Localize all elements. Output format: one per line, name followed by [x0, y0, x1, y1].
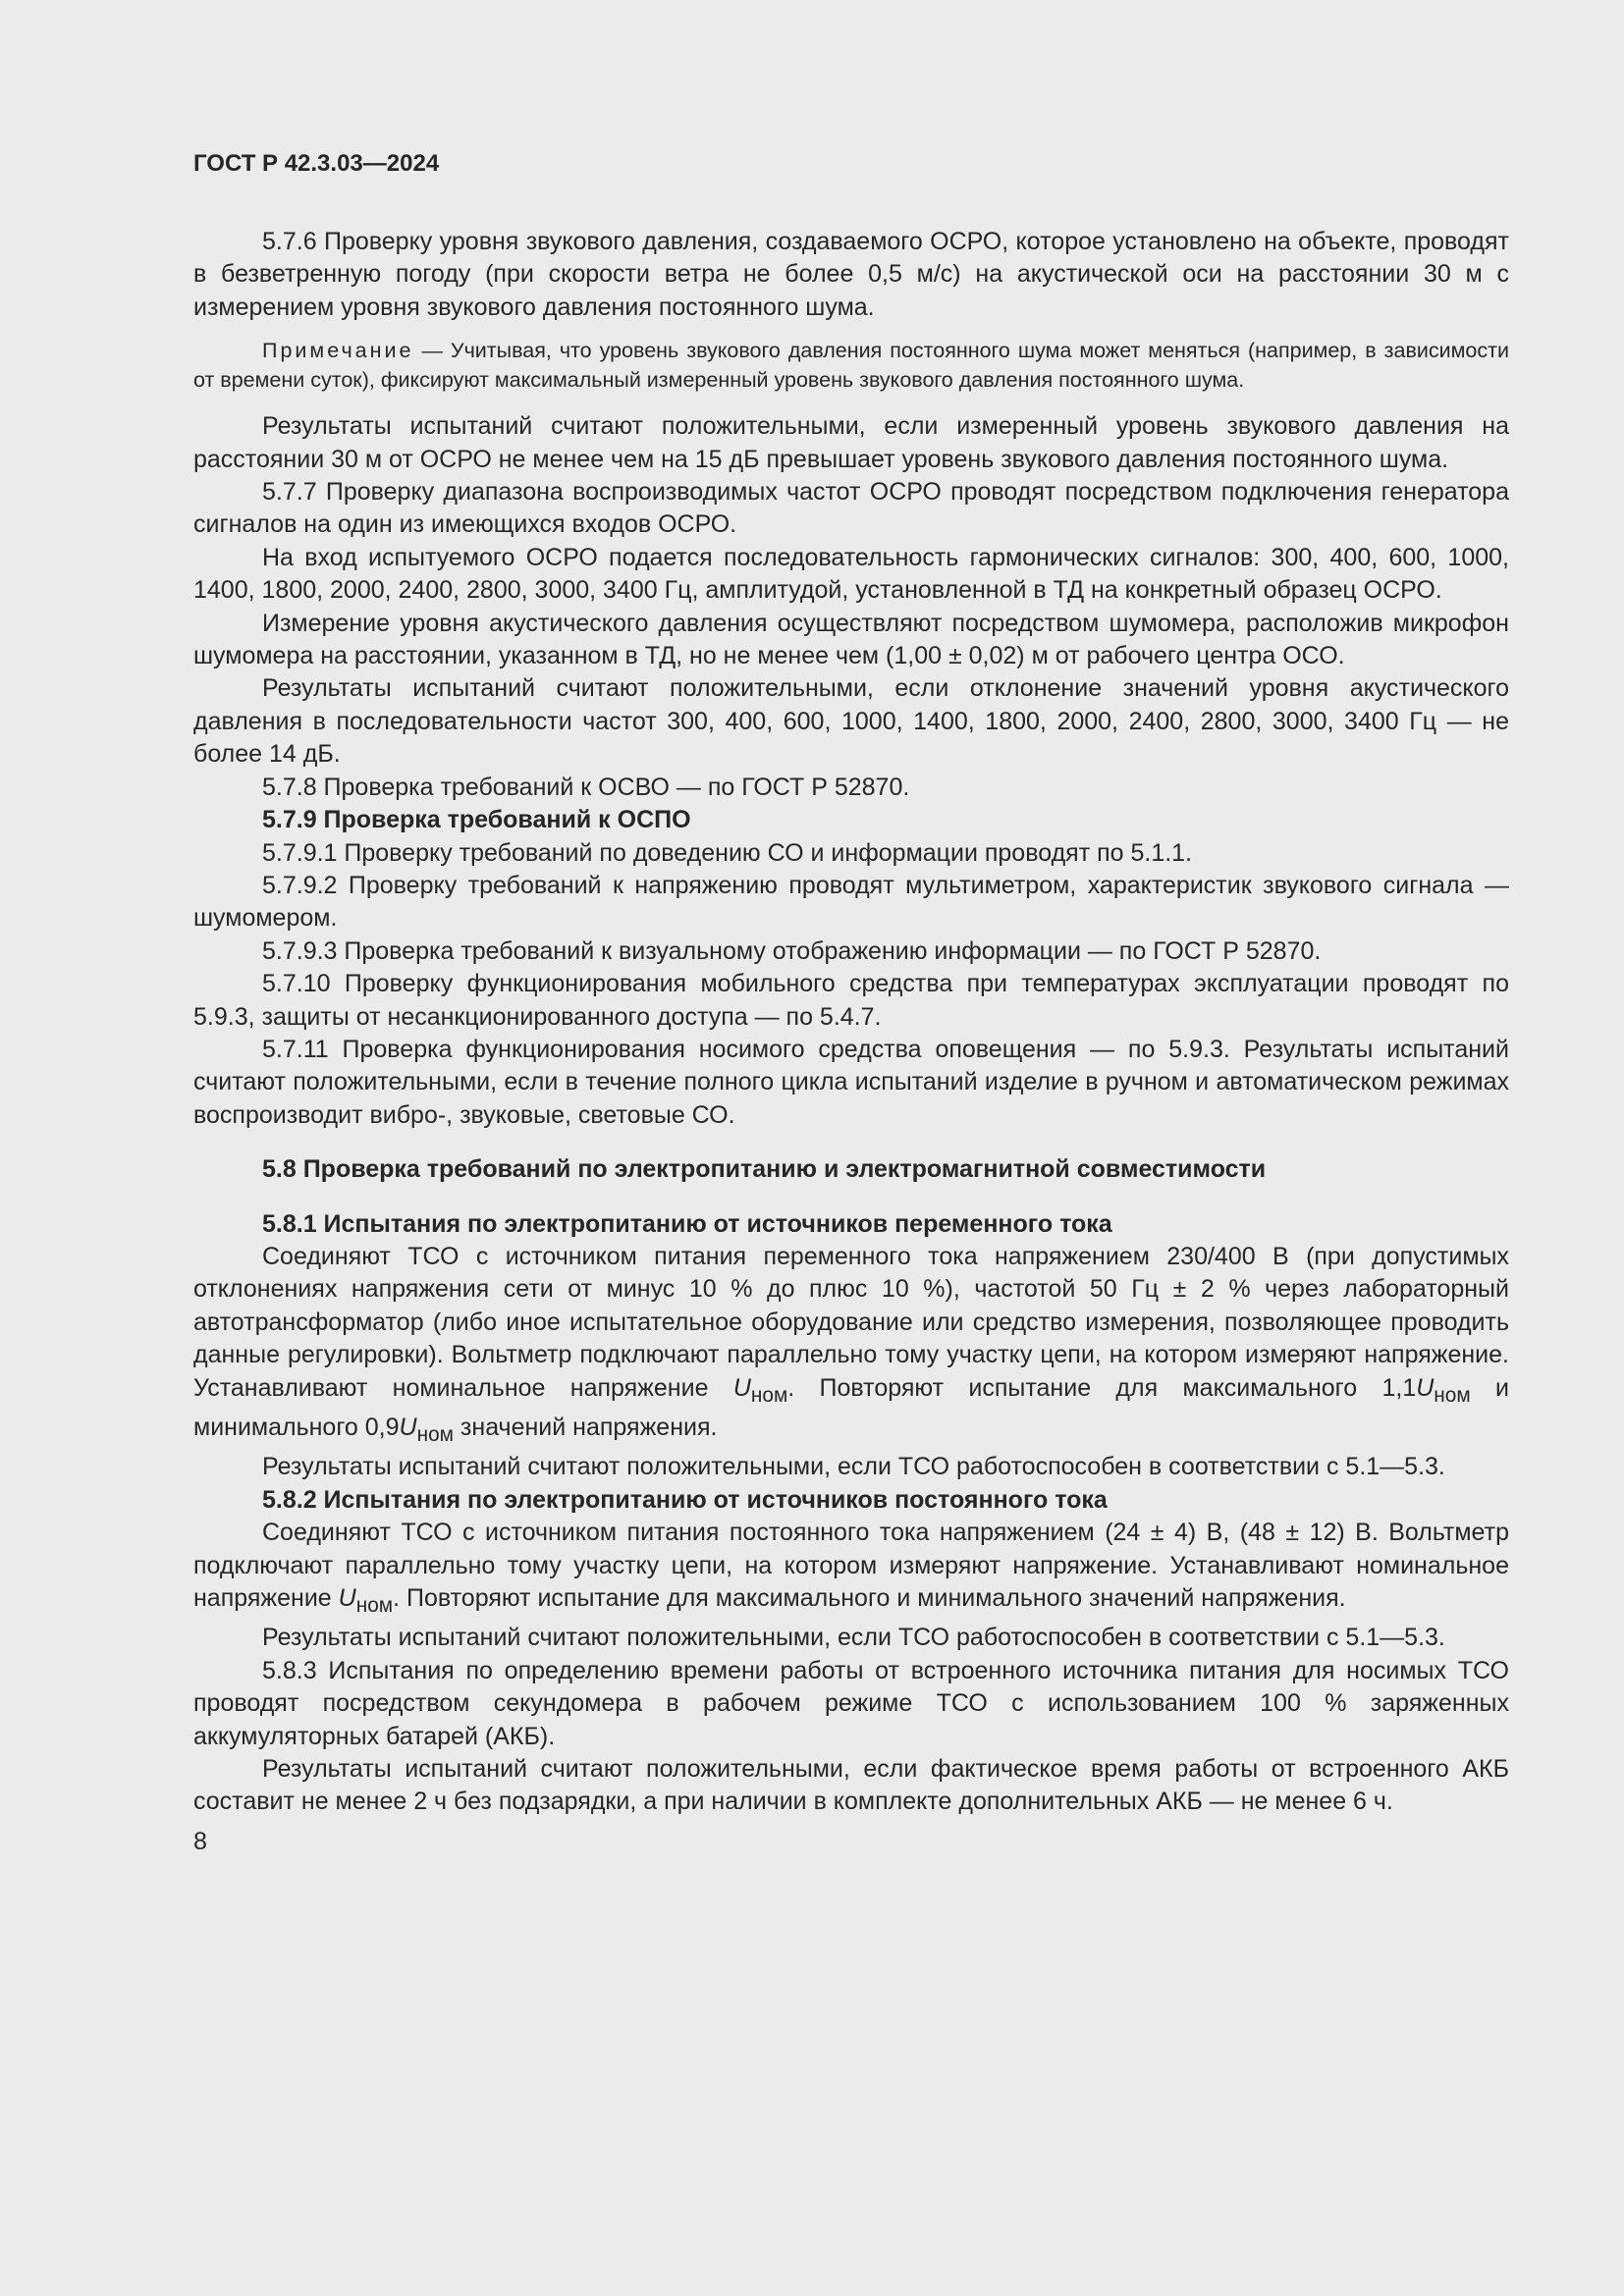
text-segment: Соединяют ТСО с источником питания постоянного тока напряжением (24 ± 4) В, (48 ± 12) В. Вольтметр подключают параллельно тому участку цепи, на котором измеряют напряжение. Устанавливают номинальное напряжение — [193, 1519, 1509, 1613]
paragraph-result-5-7-6: Результаты испытаний считают положительными, если измеренный уровень звукового давления на расстоянии 30 м от ОСРО не менее чем на 15 дБ превышает уровень звукового давления постоянного шума. — [193, 412, 1509, 473]
paragraph-5-8-1-procedure — [193, 1241, 1509, 1451]
text-segment: значений напряжения. — [453, 1414, 718, 1441]
note-label: Примечание — [262, 339, 414, 363]
heading-5-8-1: 5.8.1 Испытания по электропитанию от источников переменного тока — [262, 1209, 1112, 1238]
paragraph-frequency-sequence: На вход испытуемого ОСРО подается последовательность гармонических сигналов: 300, 400, 600, 1000, 1400, 1800, 2000, 2400, 2800, 3000, 3400 Гц, амплитудой, установленной в ТД на конкретный образец ОСРО. — [193, 543, 1509, 605]
note-paragraph — [193, 336, 1509, 395]
document-header: ГОСТ Р 42.3.03—2024 — [193, 150, 440, 177]
paragraph-5-8-3: 5.8.3 Испытания по определению времени работы от встроенного источника питания для носимых ТСО проводят посредством секундомера в рабочем режиме ТСО с использованием 100 % заряженных аккумуляторных батарей (АКБ). — [193, 1656, 1509, 1750]
paragraph-5-7-11: 5.7.11 Проверка функционирования носимого средства оповещения — по 5.9.3. Результаты испытаний считают положительными, если в течение полного цикла испытаний изделие в ручном и автоматическом режимах воспроизводит вибро-, звуковые, световые СО. — [193, 1035, 1509, 1129]
paragraph-acoustic-measurement: Измерение уровня акустического давления осуществляют посредством шумомера, расположив микрофон шумомера на расстоянии, указанном в ТД, но не менее чем (1,00 ± 0,02) м от рабочего центра ОСО. — [193, 609, 1509, 670]
paragraph-result-5-8-1: Результаты испытаний считают положительными, если ТСО работоспособен в соответствии с 5.1—5.3. — [262, 1453, 1445, 1481]
nominal-subscript: ном — [355, 1594, 394, 1618]
paragraph-5-7-9-1: 5.7.9.1 Проверку требований по доведению СО и информации проводят по 5.1.1. — [262, 838, 1193, 867]
voltage-symbol: U — [338, 1584, 356, 1613]
paragraph-5-7-6: 5.7.6 Проверку уровня звукового давления, создаваемого ОСРО, которое установлено на объекте, проводят в безветренную погоду (при скорости ветра не более 0,5 м/с) на акустической оси на расстоянии 30 м с измерением уровня звукового давления постоянного шума. — [193, 228, 1509, 321]
paragraph-result-5-8-2: Результаты испытаний считают положительными, если ТСО работоспособен в соответствии с 5.1—5.3. — [262, 1624, 1445, 1652]
voltage-symbol: U — [399, 1414, 417, 1441]
nominal-subscript: ном — [416, 1423, 454, 1446]
note-text: — Учитывая, что уровень звукового давления постоянного шума может меняться (например, в зависимости от времени суток), фиксируют максимальный измеренный уровень звукового давления постоянного шума. — [193, 339, 1509, 393]
heading-5-8: 5.8 Проверка требований по электропитанию и электромагнитной совместимости — [262, 1155, 1267, 1184]
text-segment: . Повторяют испытание для максимального и минимального значений напряжения. — [393, 1584, 1346, 1613]
document-page — [193, 147, 1509, 1858]
paragraph-result-5-7-7: Результаты испытаний считают положительными, если отклонение значений уровня акустического давления в последовательности частот 300, 400, 600, 1000, 1400, 1800, 2000, 2400, 2800, 3000, 3400 Гц — не более 14 дБ. — [193, 674, 1509, 769]
heading-5-8-2: 5.8.2 Испытания по электропитанию от источников постоянного тока — [262, 1485, 1108, 1514]
paragraph-5-7-10: 5.7.10 Проверку функционирования мобильного средства при температурах эксплуатации проводят по 5.9.3, защиты от несанкционированного доступа — по 5.4.7. — [193, 970, 1509, 1031]
page-number: 8 — [193, 1827, 207, 1855]
paragraph-result-5-8-3: Результаты испытаний считают положительными, если фактическое время работы от встроенного АКБ составит не менее 2 ч без подзарядки, а при наличии в комплекте дополнительных АКБ — не менее 6 ч. — [193, 1755, 1509, 1816]
text-segment: Соединяют ТСО с источником питания переменного тока напряжением 230/400 В (при допустимых отклонениях напряжения сети от минус 10 % до плюс 10 %), частотой 50 Гц ± 2 % через лабораторный автотрансформатор (либо иное испытательное оборудование или средство измерения, позволяющее проводить данные регулировки). Вольтметр подключают параллельно тому участку цепи, на котором измеряют напряжение. Устанавливают номинальное напряжение — [193, 1242, 1509, 1402]
paragraph-5-7-8: 5.7.8 Проверка требований к ОСВО — по ГОСТ Р 52870. — [262, 773, 910, 801]
text-segment: . Повторяют испытание для максимального 1,1 — [787, 1373, 1417, 1402]
voltage-symbol: U — [732, 1373, 751, 1402]
paragraph-5-7-9-2: 5.7.9.2 Проверку требований к напряжению проводят мультиметром, характеристик звукового сигнала — шумомером. — [193, 871, 1509, 933]
heading-5-7-9: 5.7.9 Проверка требований к ОСПО — [262, 806, 691, 834]
paragraph-5-7-7: 5.7.7 Проверку диапазона воспроизводимых частот ОСРО проводят посредством подключения генератора сигналов на один из имеющихся входов ОСРО. — [193, 478, 1509, 539]
voltage-symbol: U — [1416, 1373, 1435, 1402]
paragraph-5-7-9-3: 5.7.9.3 Проверка требований к визуальному отображению информации — по ГОСТ Р 52870. — [262, 936, 1322, 965]
nominal-subscript: ном — [1434, 1383, 1471, 1407]
paragraph-5-8-2-procedure — [193, 1517, 1509, 1622]
text-segment: и минимального 0,9 — [193, 1373, 1509, 1441]
nominal-subscript: ном — [750, 1383, 788, 1407]
